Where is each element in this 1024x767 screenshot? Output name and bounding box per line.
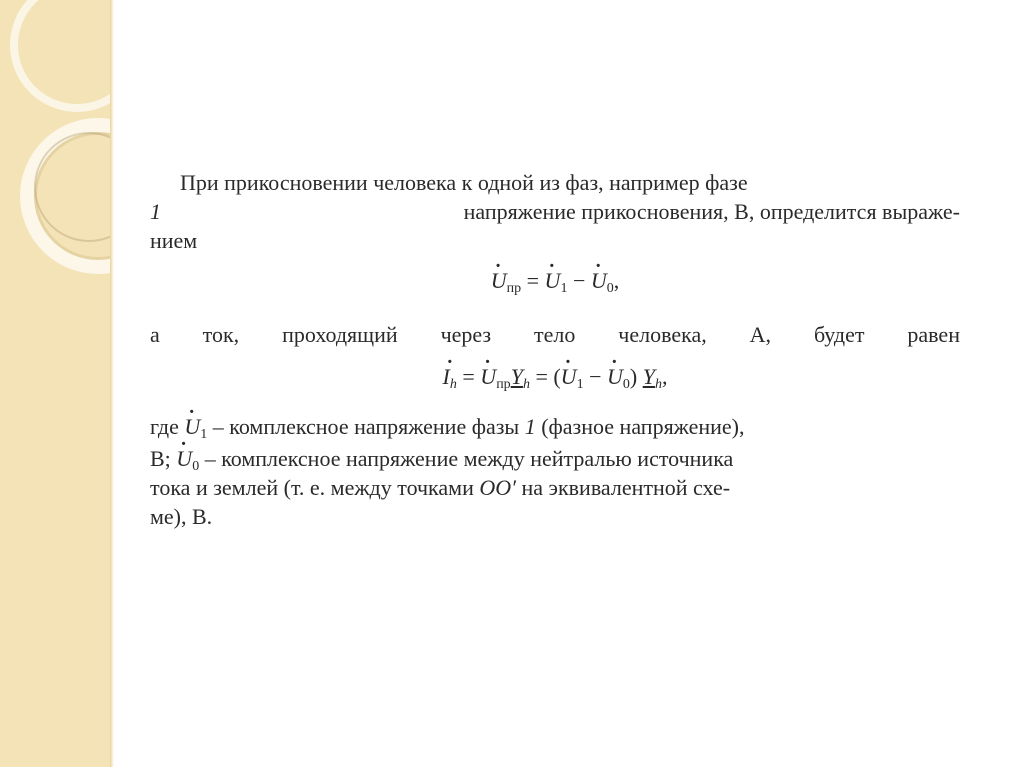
formula1-u0: · U bbox=[591, 266, 607, 295]
document-text bbox=[150, 160, 960, 540]
formula1-comma: , bbox=[613, 268, 620, 293]
decorative-ring-top bbox=[10, 0, 112, 112]
p2-word: равен bbox=[907, 322, 960, 347]
p2-word: будет bbox=[813, 322, 865, 347]
paragraph2-line1 bbox=[150, 320, 960, 349]
phase-number: 1 bbox=[150, 199, 161, 224]
formula2-sub-yh2: h bbox=[654, 377, 662, 392]
p2-word: человека, bbox=[618, 322, 707, 347]
p2-word: а bbox=[150, 322, 160, 347]
paragraph3-line3 bbox=[150, 473, 960, 502]
p2-word: ток, bbox=[202, 322, 240, 347]
formula1-sub1: 1 bbox=[560, 281, 568, 296]
formula2-sub1: 1 bbox=[576, 377, 584, 392]
paragraph1-line1 bbox=[150, 168, 960, 197]
p3-sub1: 1 bbox=[200, 427, 208, 442]
formula2-equals-paren: = ( bbox=[529, 364, 561, 389]
p2-word: проходящий bbox=[282, 322, 398, 347]
formula2-equals: = bbox=[456, 364, 481, 389]
paragraph1-line3 bbox=[150, 226, 960, 255]
formula2-comma: , bbox=[661, 364, 668, 389]
paragraph1-line2 bbox=[150, 197, 960, 226]
formula2-sub-yh: h bbox=[522, 377, 530, 392]
formula1-u1: · U bbox=[545, 266, 561, 295]
p3-text: на эквивалентной схе- bbox=[515, 475, 731, 500]
paragraph1-line1-text: При прикосновении человека к одной из фаз, например фазе bbox=[180, 170, 748, 195]
p3-text: – комплексное напряжение фазы bbox=[207, 414, 525, 439]
formula-body-current bbox=[150, 362, 960, 399]
formula2-u0: · U bbox=[607, 362, 623, 391]
p3-text: где bbox=[150, 414, 185, 439]
p2-word: тело bbox=[534, 322, 576, 347]
formula-touch-voltage bbox=[150, 266, 960, 303]
p3-text: тока и землей (т. е. между точками bbox=[150, 475, 480, 500]
band-edge bbox=[110, 0, 114, 767]
formula2-sub-pr: пр bbox=[496, 377, 511, 392]
paragraph3-line4 bbox=[150, 502, 960, 531]
p3-points: OO′ bbox=[479, 475, 516, 500]
formula2-sub-h: h bbox=[449, 377, 457, 392]
paragraph1-line2-text: напряжение прикосновения, В, определится выраже- bbox=[463, 199, 960, 224]
p2-word: А, bbox=[749, 322, 772, 347]
paragraph1-line3-text: нием bbox=[150, 228, 198, 253]
formula2-minus: − bbox=[583, 364, 607, 389]
p3-text: (фазное напряжение), bbox=[535, 414, 745, 439]
formula2-sub0: 0 bbox=[622, 377, 630, 392]
p3-sub0: 0 bbox=[192, 459, 200, 474]
decorative-side-band bbox=[0, 0, 112, 767]
p3-text: В; bbox=[150, 446, 177, 471]
p3-u0: · U bbox=[176, 444, 192, 473]
p3-text: – комплексное напряжение между нейтралью источника bbox=[199, 446, 734, 471]
formula2-u1: · U bbox=[561, 362, 577, 391]
p2-word: через bbox=[440, 322, 492, 347]
p3-text: ме), В. bbox=[150, 504, 213, 529]
formula1-u: · U bbox=[491, 266, 507, 295]
formula2-u: · U bbox=[480, 362, 496, 391]
p3-u1: · U bbox=[184, 412, 200, 441]
formula2-i: · I bbox=[443, 362, 450, 391]
formula2-y2: Y bbox=[642, 364, 655, 389]
formula2-close-paren: ) bbox=[629, 364, 643, 389]
formula1-sub-pr: пр bbox=[506, 281, 522, 296]
formula2-y: Y bbox=[510, 364, 523, 389]
formula1-sub0: 0 bbox=[606, 281, 614, 296]
formula1-minus: − bbox=[567, 268, 591, 293]
p3-phase: 1 bbox=[524, 414, 536, 439]
formula1-equals: = bbox=[521, 268, 545, 293]
